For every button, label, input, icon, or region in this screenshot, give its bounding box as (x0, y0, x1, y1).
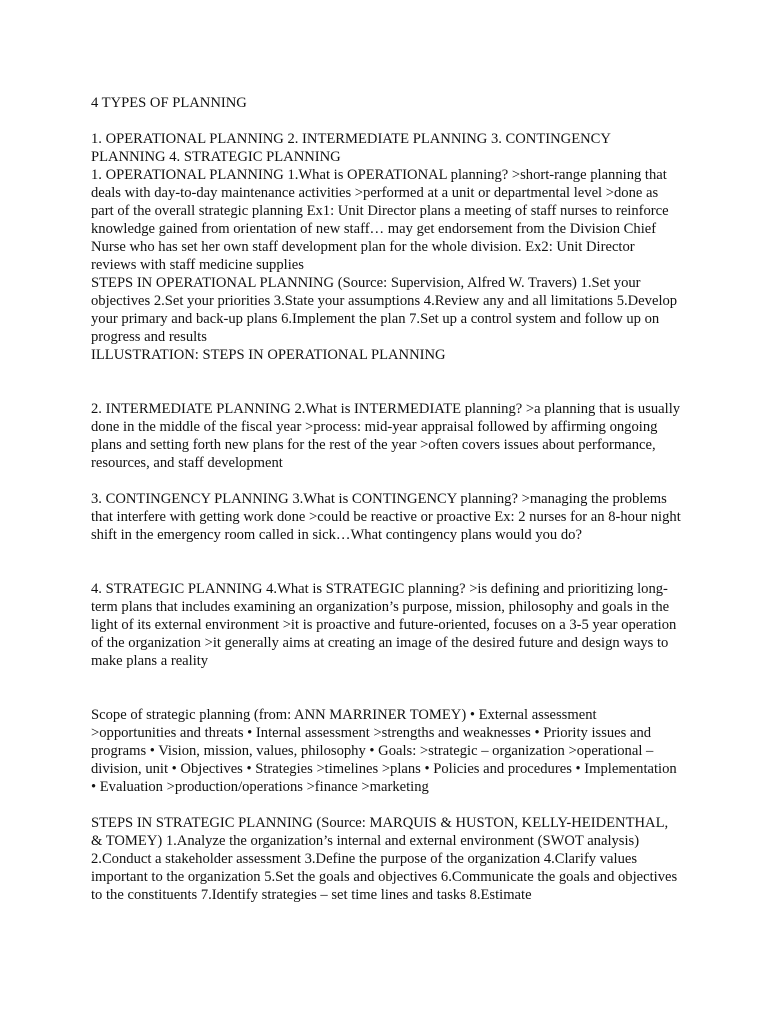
document-page (91, 91, 681, 904)
paragraph-strategic-steps: STEPS IN STRATEGIC PLANNING (Source: MARQUIS & HUSTON, KELLY-HEIDENTHAL, & TOMEY) 1.Analyze the organization’s internal and external environment (SWOT analysis) 2.Conduct a stakeholder assessment 3.Define the purpose of the organization 4.Clarify values important to the organization 5.Set the goals and objectives 6.Communicate the goals and objectives to the constituents 7.Identify strategies – set time lines and tasks 8.Estimate (91, 815, 678, 903)
document-title: 4 TYPES OF PLANNING (91, 95, 247, 111)
paragraph-strategic-scope: Scope of strategic planning (from: ANN MARRINER TOMEY) • External assessment >opportunities and threats • Internal assessment >strengths and weaknesses • Priority issues and programs • Vision, mission, values, philosophy • Goals: >strategic – organization >operational – division, unit • Objectives • Strategies >timelines >plans • Policies and procedures • Implementation • Evaluation >production/operations >finance >marketing (91, 707, 677, 795)
paragraph-operational-planning: 1. OPERATIONAL PLANNING 1.What is OPERATIONAL planning? >short-range planning that deals with day-to-day maintenance activities >performed at a unit or departmental level >done as part of the overall strategic planning Ex1: Unit Director plans a meeting of staff nurses to reinforce knowledge gained from orientation of new staff… may get endorsement from the Division Chief Nurse who has set her own staff development plan for the whole division. Ex2: Unit Director reviews with staff medicine supplies (91, 167, 669, 273)
paragraph-types-list: 1. OPERATIONAL PLANNING 2. INTERMEDIATE PLANNING 3. CONTINGENCY PLANNING 4. STRATEGIC PLANNING (91, 131, 611, 165)
paragraph-operational-illustration: ILLUSTRATION: STEPS IN OPERATIONAL PLANNING (91, 347, 446, 363)
paragraph-operational-steps: STEPS IN OPERATIONAL PLANNING (Source: Supervision, Alfred W. Travers) 1.Set your objectives 2.Set your priorities 3.State your assumptions 4.Review any and all limitations 5.Develop your primary and back-up plans 6.Implement the plan 7.Set up a control system and follow up on progress and results (91, 275, 678, 345)
paragraph-intermediate-planning: 2. INTERMEDIATE PLANNING 2.What is INTERMEDIATE planning? >a planning that is usually done in the middle of the fiscal year >process: mid-year appraisal followed by affirming ongoing plans and setting forth new plans for the rest of the year >often covers issues about performance, resources, and staff development (91, 401, 681, 471)
paragraph-contingency-planning: 3. CONTINGENCY PLANNING 3.What is CONTINGENCY planning? >managing the problems that interfere with getting work done >could be reactive or proactive Ex: 2 nurses for an 8-hour night shift in the emergency room called in sick…What contingency plans would you do? (91, 491, 681, 543)
paragraph-strategic-planning: 4. STRATEGIC PLANNING 4.What is STRATEGIC planning? >is defining and prioritizing long-term plans that includes examining an organization’s purpose, mission, philosophy and goals in the light of its external environment >it is proactive and future-oriented, focuses on a 3-5 year operation of the organization >it generally aims at creating an image of the desired future and design ways to make plans a reality (91, 581, 677, 669)
